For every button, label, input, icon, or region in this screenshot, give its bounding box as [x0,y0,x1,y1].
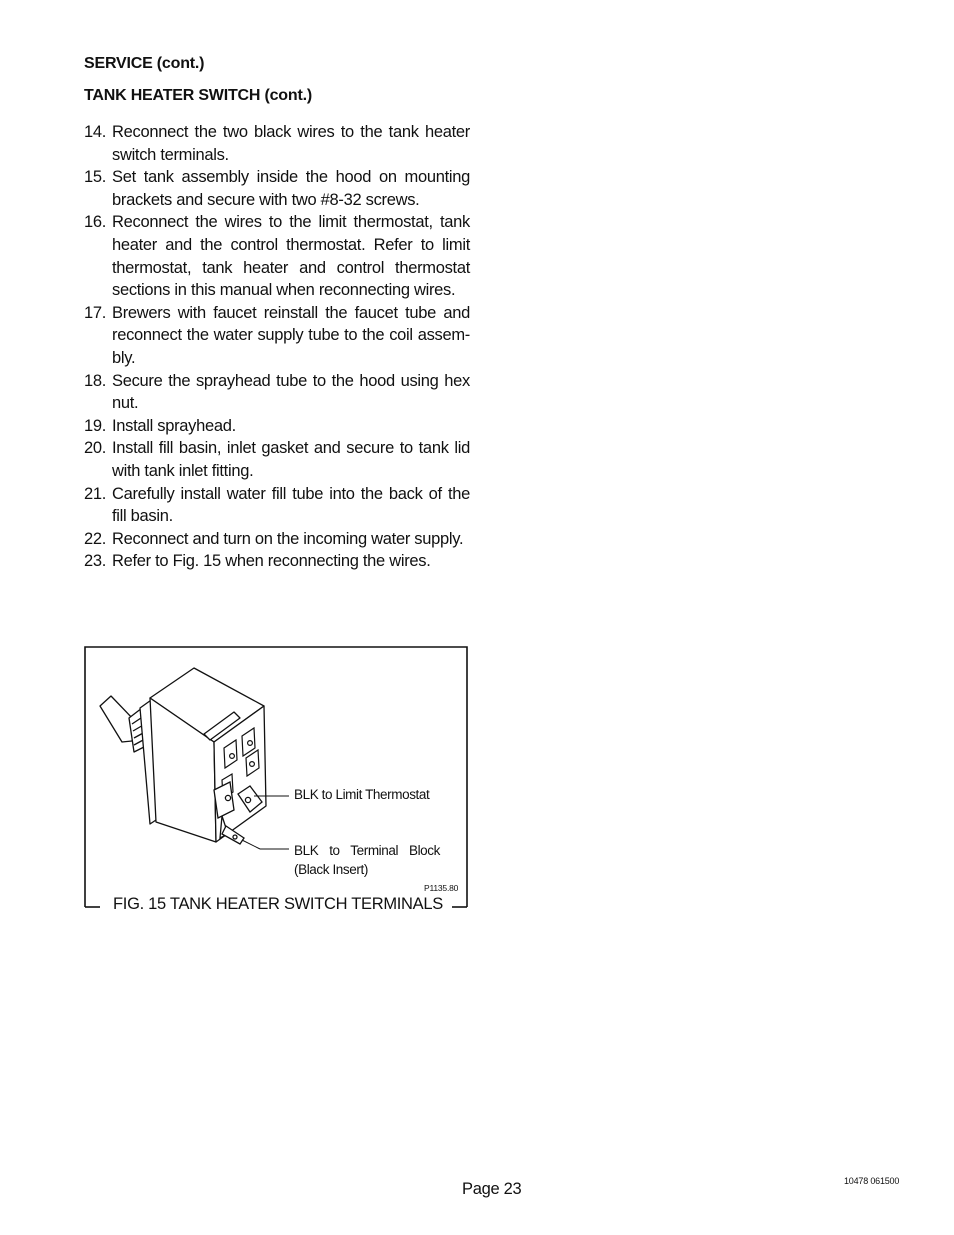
step-number: 22. [84,529,107,548]
list-item [84,550,470,573]
step-number: 23. [84,552,107,571]
callout-terminal-block [294,841,440,879]
list-item [84,211,470,301]
subsection-heading: TANK HEATER SWITCH (cont.) [84,87,312,104]
step-number: 15. [84,168,107,187]
step-text: Reconnect and turn on the incoming water supply. [112,529,464,548]
part-number: P1135.80 [424,883,459,893]
list-item [84,121,470,166]
list-item [84,302,470,370]
step-number: 20. [84,439,107,458]
step-text: Reconnect the wires to the limit thermostat, tank heater and the control thermostat. Refer to limit thermostat, tank heater and control thermostat sections in this manual when reconnecting wires. [112,213,470,300]
step-text: Brewers with faucet reinstall the faucet tube and reconnect the water supply tube to the coil assem-bly. [112,303,470,367]
step-number: 14. [84,123,107,141]
document-code: 10478 061500 [844,1176,900,1186]
step-text: Secure the sprayhead tube to the hood using hex nut. [112,371,470,413]
list-item [84,415,470,438]
list-item [84,370,470,415]
figure-caption: FIG. 15 TANK HEATER SWITCH TERMINALS [113,895,443,913]
step-number: 17. [84,303,107,322]
step-text: Refer to Fig. 15 when reconnecting the wires. [112,552,431,571]
step-text: Install fill basin, inlet gasket and secure to tank lid with tank inlet fitting. [112,439,470,480]
step-text: Install sprayhead. [112,416,236,435]
step-text: Carefully install water fill tube into the back of the fill basin. [112,484,470,526]
list-item [84,437,470,482]
section-heading: SERVICE (cont.) [84,55,205,72]
list-item [84,528,470,551]
step-number: 19. [84,416,107,435]
callout-terminal-line2: (Black Insert) [294,862,368,877]
step-text: Set tank assembly inside the hood on mounting brackets and secure with two #8-32 screws. [112,168,470,209]
callout-terminal-line1: BLK to Terminal Block [294,843,440,858]
step-number: 21. [84,484,107,503]
list-item [84,483,470,528]
list-item [84,166,470,211]
step-text: Reconnect the two black wires to the tank heater switch terminals. [112,123,470,164]
step-number: 16. [84,213,107,232]
instruction-list [84,121,470,573]
page-number: Page 23 [462,1180,522,1198]
step-number: 18. [84,371,107,390]
toggle-switch-drawing [100,668,266,842]
callout-limit-thermostat: BLK to Limit Thermostat [294,787,430,802]
